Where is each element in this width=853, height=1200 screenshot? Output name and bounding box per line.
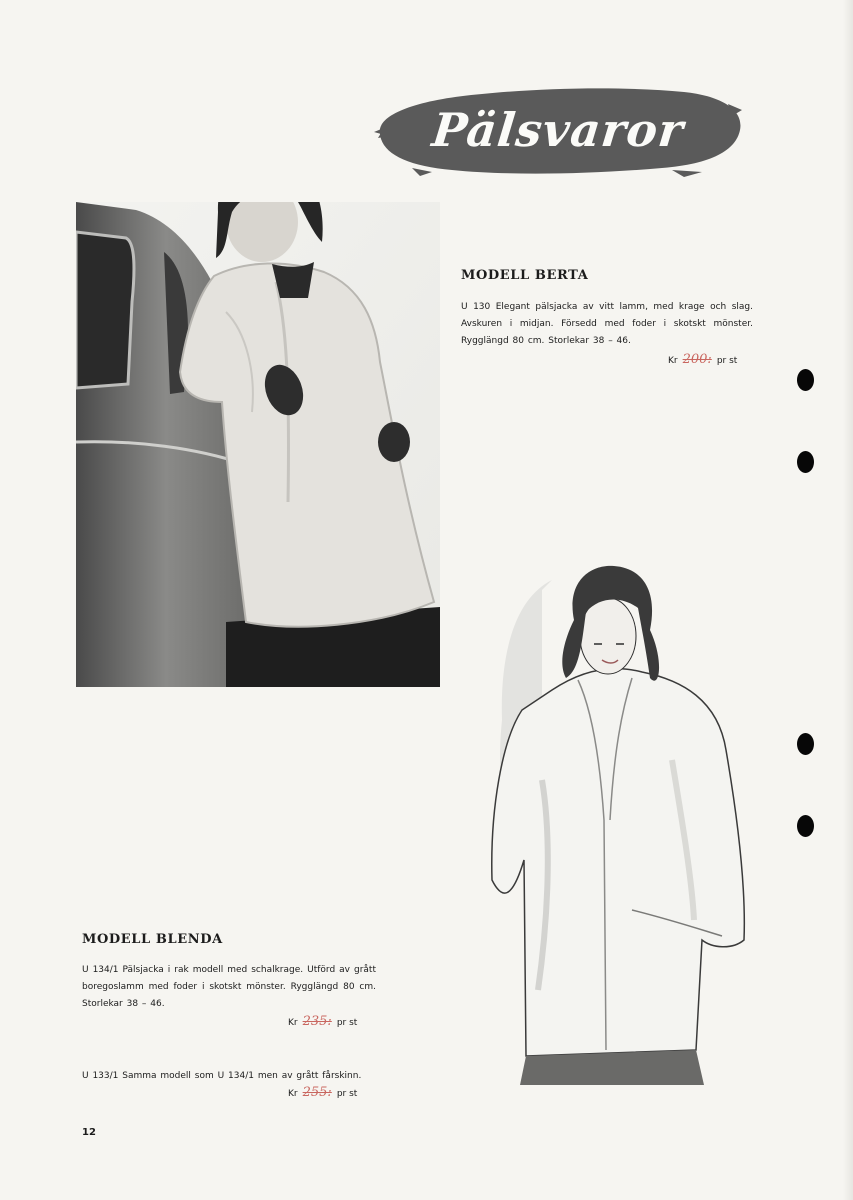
currency-label: Kr (668, 356, 678, 366)
model-blenda-illustration (482, 560, 754, 1085)
price-value: 235: (302, 1014, 332, 1029)
model-berta-description: U 130 Elegant pälsjacka av vitt lamm, med krage och slag. Avskuren i midjan. Försedd med foder i skotskt mönster. Rygglängd 80 cm. Storlekar 38 – 46. (461, 302, 753, 346)
model-berta-photo (76, 202, 440, 687)
model-u133-price (288, 1085, 357, 1100)
binder-hole (797, 815, 814, 837)
binder-hole (797, 451, 814, 473)
currency-label: Kr (288, 1089, 298, 1099)
model-blenda-description: U 134/1 Pälsjacka i rak modell med schalkrage. Utförd av grått boregoslamm med foder i skotskt mönster. Rygglängd 80 cm. Storlekar 38 – 46. (82, 965, 376, 1009)
model-blenda-heading: MODELL BLENDA (82, 932, 223, 947)
currency-label: Kr (288, 1018, 298, 1028)
model-berta-price (668, 352, 737, 367)
page-number: 12 (82, 1127, 96, 1138)
model-u133-description: U 133/1 Samma modell som U 134/1 men av grått fårskinn. (82, 1071, 362, 1081)
price-unit: pr st (336, 1018, 358, 1028)
price-unit: pr st (336, 1089, 358, 1099)
section-banner (372, 82, 744, 178)
model-berta-heading: MODELL BERTA (461, 268, 589, 283)
binder-hole (797, 369, 814, 391)
binder-hole (797, 733, 814, 755)
price-value: 200: (682, 352, 712, 367)
section-title: Pälsvaror (429, 103, 687, 157)
page-edge (843, 0, 853, 1200)
price-value: 255: (302, 1085, 332, 1100)
price-unit: pr st (716, 356, 738, 366)
model-blenda-price (288, 1014, 357, 1029)
